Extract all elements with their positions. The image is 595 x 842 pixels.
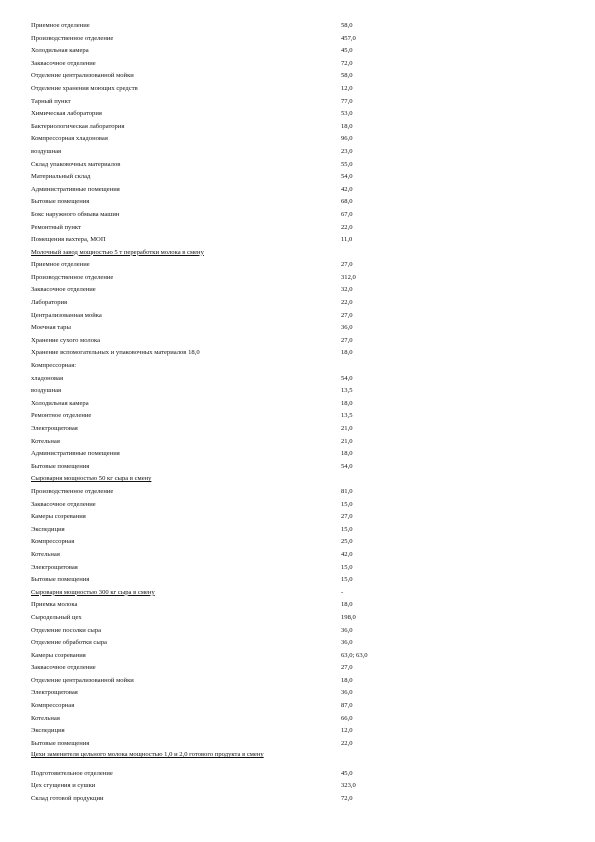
area-value: 87,0 (341, 702, 353, 710)
area-value: 457,0 (341, 34, 356, 42)
area-value: 54,0 (341, 173, 353, 181)
area-value: 27,0 (341, 513, 353, 521)
table-row (31, 70, 371, 83)
room-name: Компрессорная: (31, 362, 77, 370)
room-name: воздушная (31, 387, 62, 395)
area-value: 32,0 (341, 286, 353, 294)
table-row (31, 524, 371, 537)
room-name: Централизованная мойка (31, 311, 102, 319)
table-row (31, 45, 371, 58)
area-value: 21,0 (341, 425, 353, 432)
room-name: Отделение централизованной мойки (31, 72, 134, 80)
area-value: 12,0 (341, 84, 353, 92)
area-value: 15,0 (341, 500, 353, 508)
area-value: 67,0 (341, 210, 353, 218)
room-name: хладоновая (31, 374, 63, 382)
table-row (31, 146, 371, 159)
room-name: Химическая лаборатория (31, 110, 102, 118)
room-name: Отделение хранения моющих средств (31, 84, 138, 92)
table-row (31, 675, 371, 688)
table-row (31, 171, 371, 184)
area-value: 18,0 (341, 450, 353, 458)
area-value: 11,0 (341, 236, 353, 244)
section-heading: Сыроварня мощностью 300 кг сыра в смену (31, 588, 155, 596)
table-row (31, 780, 371, 793)
document-body (31, 20, 371, 806)
table-row (31, 637, 371, 650)
table-row (31, 373, 371, 386)
table-row (31, 196, 371, 209)
room-name: Компрессорная (31, 538, 75, 546)
room-name: Административные помещения (31, 185, 120, 193)
area-value: 36,0 (341, 324, 353, 332)
room-name: Заквасочное отделение (31, 664, 96, 672)
room-name: Производственное отделение (31, 487, 114, 495)
section-heading-row (31, 587, 371, 600)
area-value: 77,0 (341, 97, 353, 105)
area-value: 25,0 (341, 538, 353, 546)
table-row (31, 599, 371, 612)
area-value: 66,0 (341, 714, 353, 722)
room-name: воздушная (31, 147, 62, 155)
section-heading: Цехи заменителя цельного молока мощностью 1,0 и 2,0 готового продукта в смену (31, 751, 264, 759)
table-row (31, 121, 371, 134)
section-heading: Молочный завод мощностью 5 т переработки молока в смену (31, 248, 204, 256)
area-value: 68,0 (341, 198, 353, 206)
area-value: 55,0 (341, 160, 353, 168)
area-value: 81,0 (341, 487, 353, 495)
room-name: Склад упаковочных материалов (31, 160, 121, 168)
table-row (31, 650, 371, 663)
room-name: Бытовые помещения (31, 576, 90, 584)
table-row (31, 423, 371, 436)
table-row (31, 398, 371, 411)
room-name: Экспедиция (31, 727, 65, 735)
table-row (31, 335, 371, 348)
area-value: 54,0 (341, 462, 353, 470)
table-row (31, 83, 371, 96)
room-name: Производственное отделение (31, 34, 114, 42)
room-name: Котельная (31, 550, 60, 558)
table-row (31, 96, 371, 109)
room-name: Камеры созревания (31, 513, 86, 521)
room-name: Электрощитовая (31, 563, 78, 571)
table-row (31, 612, 371, 625)
area-value: 18,0 (341, 122, 353, 130)
table-row (31, 687, 371, 700)
table-row (31, 486, 371, 499)
area-value: 18,0 (341, 399, 353, 407)
table-row (31, 511, 371, 524)
area-value: 312,0 (341, 273, 356, 281)
table-row (31, 360, 371, 373)
table-row (31, 272, 371, 285)
room-name: Бытовые помещения (31, 198, 90, 206)
room-name: Электрощитовая (31, 689, 78, 697)
room-name: Компрессорная хладоновая (31, 135, 108, 143)
table-row (31, 159, 371, 172)
area-value: 53,0 (341, 110, 353, 118)
room-name: Лаборатория (31, 299, 68, 307)
table-row (31, 549, 371, 562)
room-name: Котельная (31, 714, 60, 722)
area-value: 27,0 (341, 311, 353, 319)
room-name: Приемное отделение (31, 261, 90, 269)
section-heading: Сыроварня мощностью 50 кг сыра в смену (31, 475, 152, 483)
area-value: 15,0 (341, 563, 353, 571)
room-name: Подготовительное отделение (31, 769, 113, 777)
room-name: Производственное отделение (31, 273, 114, 281)
area-value: 42,0 (341, 185, 353, 193)
table-row (31, 448, 371, 461)
room-name: Бактериологическая лаборатория (31, 122, 125, 130)
area-value: 15,0 (341, 525, 353, 533)
table-row (31, 574, 371, 587)
room-name: Отделение обработки сыра (31, 639, 107, 647)
room-name: Экспедиция (31, 525, 65, 533)
section-heading-row (31, 247, 371, 260)
room-name: Склад готовой продукции (31, 795, 104, 803)
area-value: 15,0 (341, 576, 353, 584)
table-row (31, 713, 371, 726)
area-value: 27,0 (341, 261, 353, 269)
table-row (31, 234, 371, 247)
area-value: 22,0 (341, 299, 353, 307)
room-name: Тарный пункт (31, 97, 71, 105)
table-row (31, 768, 371, 781)
table-row (31, 322, 371, 335)
room-name: Заквасочное отделение (31, 59, 96, 67)
table-row (31, 410, 371, 423)
area-value: 13,5 (341, 412, 353, 420)
area-value: 96,0 (341, 135, 353, 143)
area-value: 36,0 (341, 689, 353, 697)
section-heading-row (31, 750, 371, 767)
area-value: 45,0 (341, 47, 353, 55)
table-row (31, 436, 371, 449)
table-row (31, 222, 371, 235)
room-name: Моечная тары (31, 324, 71, 332)
table-row (31, 793, 371, 806)
area-value: 36,0 (341, 639, 353, 647)
room-name: Камеры созревания (31, 651, 86, 659)
room-name: Помещения вахтера, МОП (31, 236, 106, 244)
area-value: 22,0 (341, 739, 353, 747)
area-value: 18,0 (341, 676, 353, 684)
area-value: 72,0 (341, 795, 353, 803)
table-row (31, 108, 371, 121)
area-value: 18,0 (341, 349, 353, 357)
area-value: 13,5 (341, 387, 353, 395)
room-name: Хранение сухого молока (31, 336, 101, 344)
area-value: 58,0 (341, 22, 353, 29)
area-value: 58,0 (341, 72, 353, 80)
table-row (31, 133, 371, 146)
table-row (31, 209, 371, 222)
table-row (31, 20, 371, 33)
area-value: 198,0 (341, 613, 356, 621)
table-row (31, 562, 371, 575)
room-name: Котельная (31, 437, 60, 445)
table-row (31, 700, 371, 713)
room-name: Заквасочное отделение (31, 286, 96, 294)
area-value: 42,0 (341, 550, 353, 558)
table-row (31, 385, 371, 398)
table-row (31, 259, 371, 272)
room-name: Электрощитовая (31, 425, 78, 432)
room-name: Отделение посолки сыра (31, 626, 102, 634)
table-row (31, 625, 371, 638)
room-name: Ремонтное отделение (31, 412, 92, 420)
section-heading-row (31, 473, 371, 486)
room-name: Цех сгущения и сушки (31, 782, 96, 790)
area-value: 21,0 (341, 437, 353, 445)
area-value: 36,0 (341, 626, 353, 634)
room-name: Приемка молока (31, 601, 78, 609)
table-row (31, 725, 371, 738)
table-row (31, 284, 371, 297)
area-value: 63,0; 63,0 (341, 651, 368, 659)
table-row (31, 499, 371, 512)
table-row (31, 310, 371, 323)
area-value: 72,0 (341, 59, 353, 67)
table-row (31, 461, 371, 474)
room-name: Холодильная камера (31, 47, 89, 55)
area-value: 45,0 (341, 769, 353, 777)
room-name: Отделение централизованной мойки (31, 676, 134, 684)
room-name: Бокс наружного обмыва машин (31, 210, 120, 218)
area-value: 27,0 (341, 336, 353, 344)
room-name: Хранение вспомогательных и упаковочных материалов 18,0 (31, 349, 200, 357)
table-row (31, 58, 371, 71)
room-name: Административные помещения (31, 450, 120, 458)
room-name: Бытовые помещения (31, 739, 90, 747)
area-value: 27,0 (341, 664, 353, 672)
area-value: 18,0 (341, 601, 353, 609)
area-value: 12,0 (341, 727, 353, 735)
room-name: Холодильная камера (31, 399, 89, 407)
table-row (31, 738, 371, 751)
room-name: Сыродельный цех (31, 613, 82, 621)
area-value: - (341, 588, 344, 596)
table-row (31, 347, 371, 360)
table-row (31, 662, 371, 675)
room-name: Материальный склад (31, 173, 91, 181)
table-row (31, 33, 371, 46)
area-value: 323,0 (341, 782, 356, 790)
room-name: Бытовые помещения (31, 462, 90, 470)
area-value: 22,0 (341, 223, 353, 231)
room-name: Приемное отделение (31, 22, 90, 29)
table-row (31, 536, 371, 549)
room-name: Компрессорная (31, 702, 75, 710)
room-name: Ремонтный пункт (31, 223, 81, 231)
area-value: 54,0 (341, 374, 353, 382)
table-row (31, 184, 371, 197)
room-name: Заквасочное отделение (31, 500, 96, 508)
table-row (31, 297, 371, 310)
area-value: 23,0 (341, 147, 353, 155)
